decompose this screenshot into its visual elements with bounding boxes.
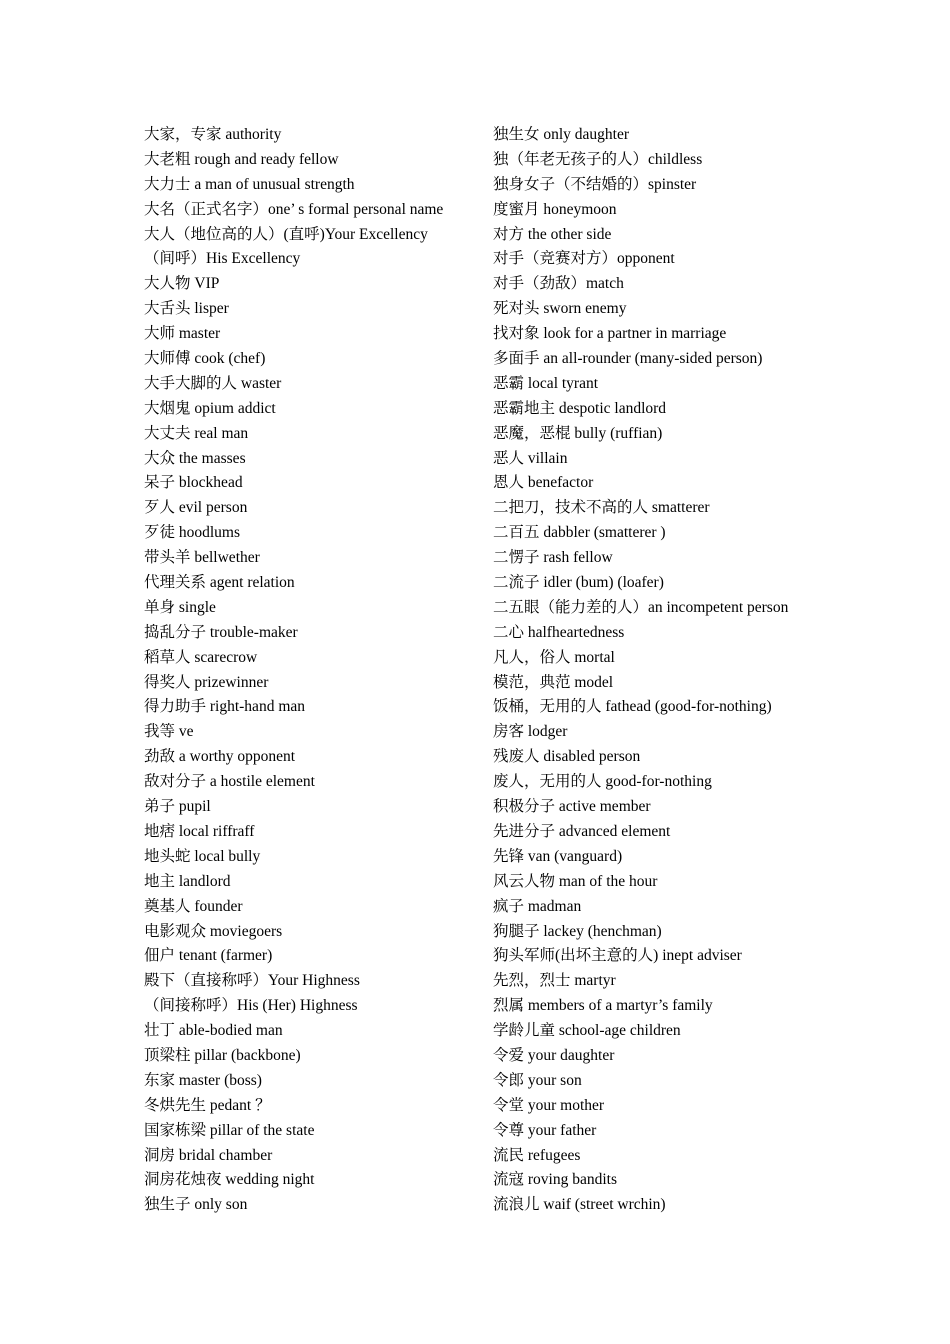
vocabulary-entry: 独生女 only daughter xyxy=(493,126,630,143)
vocabulary-entry: 恩人 benefactor xyxy=(493,474,594,492)
vocabulary-entry: 流民 refugees xyxy=(493,1146,581,1164)
vocabulary-entry: 呆子 blockhead xyxy=(144,474,243,492)
vocabulary-entry: 得力助手 right-hand man xyxy=(144,698,306,716)
vocabulary-entry: 恶魔，恶棍 bully (ruffian) xyxy=(493,424,663,442)
vocabulary-entry: 找对象 look for a partner in marriage xyxy=(493,325,727,343)
vocabulary-entry: （间接称呼）His (Her) Highness xyxy=(144,997,358,1015)
vocabulary-entry: 顶梁柱 pillar (backbone) xyxy=(144,1046,301,1064)
vocabulary-entry: 独生子 only son xyxy=(144,1196,248,1214)
vocabulary-entry: 洞房花烛夜 wedding night xyxy=(144,1171,315,1189)
vocabulary-entry: 二把刀，技术不高的人 smatterer xyxy=(493,499,710,517)
vocabulary-entry: 大丈夫 real man xyxy=(144,424,249,442)
vocabulary-entry: 地痞 local riffraff xyxy=(144,822,255,840)
vocabulary-entry: 劲敌 a worthy opponent xyxy=(144,748,296,766)
vocabulary-entry: 大力士 a man of unusual strength xyxy=(144,175,355,193)
vocabulary-entry: 死对头 sworn enemy xyxy=(493,300,627,318)
vocabulary-entry: 大人（地位高的人）(直呼)Your Excellency xyxy=(144,225,428,243)
vocabulary-entry: 洞房 bridal chamber xyxy=(144,1146,273,1164)
vocabulary-entry: 废人，无用的人 good-for-nothing xyxy=(493,773,712,791)
vocabulary-entry: 烈属 members of a martyr’s family xyxy=(493,997,713,1015)
vocabulary-entry: 凡人，俗人 mortal xyxy=(493,648,615,666)
vocabulary-entry: 狗头军师(出坏主意的人) inept adviser xyxy=(493,947,742,965)
vocabulary-entry: 疯子 madman xyxy=(493,897,582,915)
vocabulary-entry: 二愣子 rash fellow xyxy=(493,549,613,567)
vocabulary-entry: 二心 halfheartedness xyxy=(493,623,625,641)
vocabulary-entry: 大手大脚的人 waster xyxy=(144,374,282,392)
vocabulary-entry: 稻草人 scarecrow xyxy=(144,648,258,666)
vocabulary-entry: 独身女子（不结婚的）spinster xyxy=(493,175,697,193)
vocabulary-entry: （间呼）His Excellency xyxy=(144,250,301,268)
vocabulary-entry: 单身 single xyxy=(144,598,216,616)
vocabulary-entry: 流寇 roving bandits xyxy=(493,1171,617,1189)
vocabulary-entry: 大师 master xyxy=(144,325,221,343)
vocabulary-entry: 令堂 your mother xyxy=(493,1096,605,1114)
vocabulary-entry: 壮丁 able-bodied man xyxy=(144,1022,283,1040)
vocabulary-entry: 大舌头 lisper xyxy=(144,300,229,318)
vocabulary-entry: 殿下（直接称呼）Your Highness xyxy=(144,972,360,990)
vocabulary-entry: 狗腿子 lackey (henchman) xyxy=(493,922,662,940)
vocabulary-entry: 恶人 villain xyxy=(493,449,568,467)
vocabulary-entry: 残废人 disabled person xyxy=(493,748,641,766)
vocabulary-entry: 国家栋梁 pillar of the state xyxy=(144,1121,315,1139)
vocabulary-entry: 对方 the other side xyxy=(493,225,612,243)
vocabulary-entry: 冬烘先生 pedant ？ xyxy=(144,1096,271,1114)
vocabulary-entry: 大烟鬼 opium addict xyxy=(144,399,276,417)
vocabulary-entry: 弟子 pupil xyxy=(144,798,211,816)
vocabulary-entry: 歹徒 hoodlums xyxy=(144,524,241,542)
vocabulary-entry: 东家 master (boss) xyxy=(144,1071,262,1089)
vocabulary-entry: 学龄儿童 school-age children xyxy=(493,1022,681,1040)
vocabulary-entry: 歹人 evil person xyxy=(144,499,248,517)
vocabulary-entry: 风云人物 man of the hour xyxy=(493,872,658,890)
vocabulary-entry: 得奖人 prizewinner xyxy=(144,673,269,691)
vocabulary-entry: 敌对分子 a hostile element xyxy=(144,773,315,791)
vocabulary-entry: 多面手 an all-rounder (many-sided person) xyxy=(493,350,763,368)
vocabulary-entry: 大名（正式名字）one’ s formal personal name xyxy=(144,200,444,218)
vocabulary-entry: 大众 the masses xyxy=(144,449,246,467)
vocabulary-entry: 我等 ve xyxy=(144,723,194,741)
vocabulary-entry: 奠基人 founder xyxy=(144,897,243,915)
vocabulary-entry: 先烈，烈士 martyr xyxy=(493,972,616,990)
vocabulary-entry: 二百五 dabbler (smatterer ) xyxy=(493,524,666,542)
vocabulary-entry: 令爱 your daughter xyxy=(493,1046,615,1064)
vocabulary-entry: 对手（劲敌）match xyxy=(493,275,624,293)
vocabulary-entry: 模范，典范 model xyxy=(493,673,614,691)
vocabulary-entry: 饭桶，无用的人 fathead (good-for-nothing) xyxy=(493,698,772,716)
vocabulary-entry: 大家，专家 authority xyxy=(144,126,282,143)
vocabulary-entry: 带头羊 bellwether xyxy=(144,549,260,567)
vocabulary-entry: 独（年老无孩子的人）childless xyxy=(493,150,703,168)
vocabulary-entry: 电影观众 moviegoers xyxy=(144,922,283,940)
vocabulary-entry: 先锋 van (vanguard) xyxy=(493,847,623,865)
vocabulary-entry: 房客 lodger xyxy=(493,723,568,741)
vocabulary-entry: 流浪儿 waif (street wrchin) xyxy=(493,1196,666,1214)
vocabulary-entry: 地主 landlord xyxy=(144,872,231,890)
vocabulary-entry: 地头蛇 local bully xyxy=(144,847,261,865)
vocabulary-entry: 二五眼（能力差的人）an incompetent person xyxy=(493,598,789,616)
vocabulary-entry: 令尊 your father xyxy=(493,1121,597,1139)
left-column xyxy=(144,123,484,1218)
vocabulary-entry: 度蜜月 honeymoon xyxy=(493,200,617,218)
vocabulary-entry: 二流子 idler (bum) (loafer) xyxy=(493,574,664,592)
vocabulary-entry: 积极分子 active member xyxy=(493,798,651,816)
vocabulary-entry: 先进分子 advanced element xyxy=(493,822,671,840)
vocabulary-entry: 大老粗 rough and ready fellow xyxy=(144,150,339,168)
right-column xyxy=(493,123,893,1218)
vocabulary-entry: 对手（竞赛对方）opponent xyxy=(493,250,675,268)
vocabulary-entry: 大人物 VIP xyxy=(144,275,220,293)
vocabulary-entry: 佃户 tenant (farmer) xyxy=(144,947,273,965)
vocabulary-entry: 恶霸 local tyrant xyxy=(493,374,599,392)
vocabulary-entry: 恶霸地主 despotic landlord xyxy=(493,399,667,417)
vocabulary-entry: 大师傅 cook (chef) xyxy=(144,350,266,368)
vocabulary-entry: 代理关系 agent relation xyxy=(144,574,295,592)
vocabulary-entry: 令郎 your son xyxy=(493,1071,582,1089)
vocabulary-entry: 捣乱分子 trouble-maker xyxy=(144,623,298,641)
